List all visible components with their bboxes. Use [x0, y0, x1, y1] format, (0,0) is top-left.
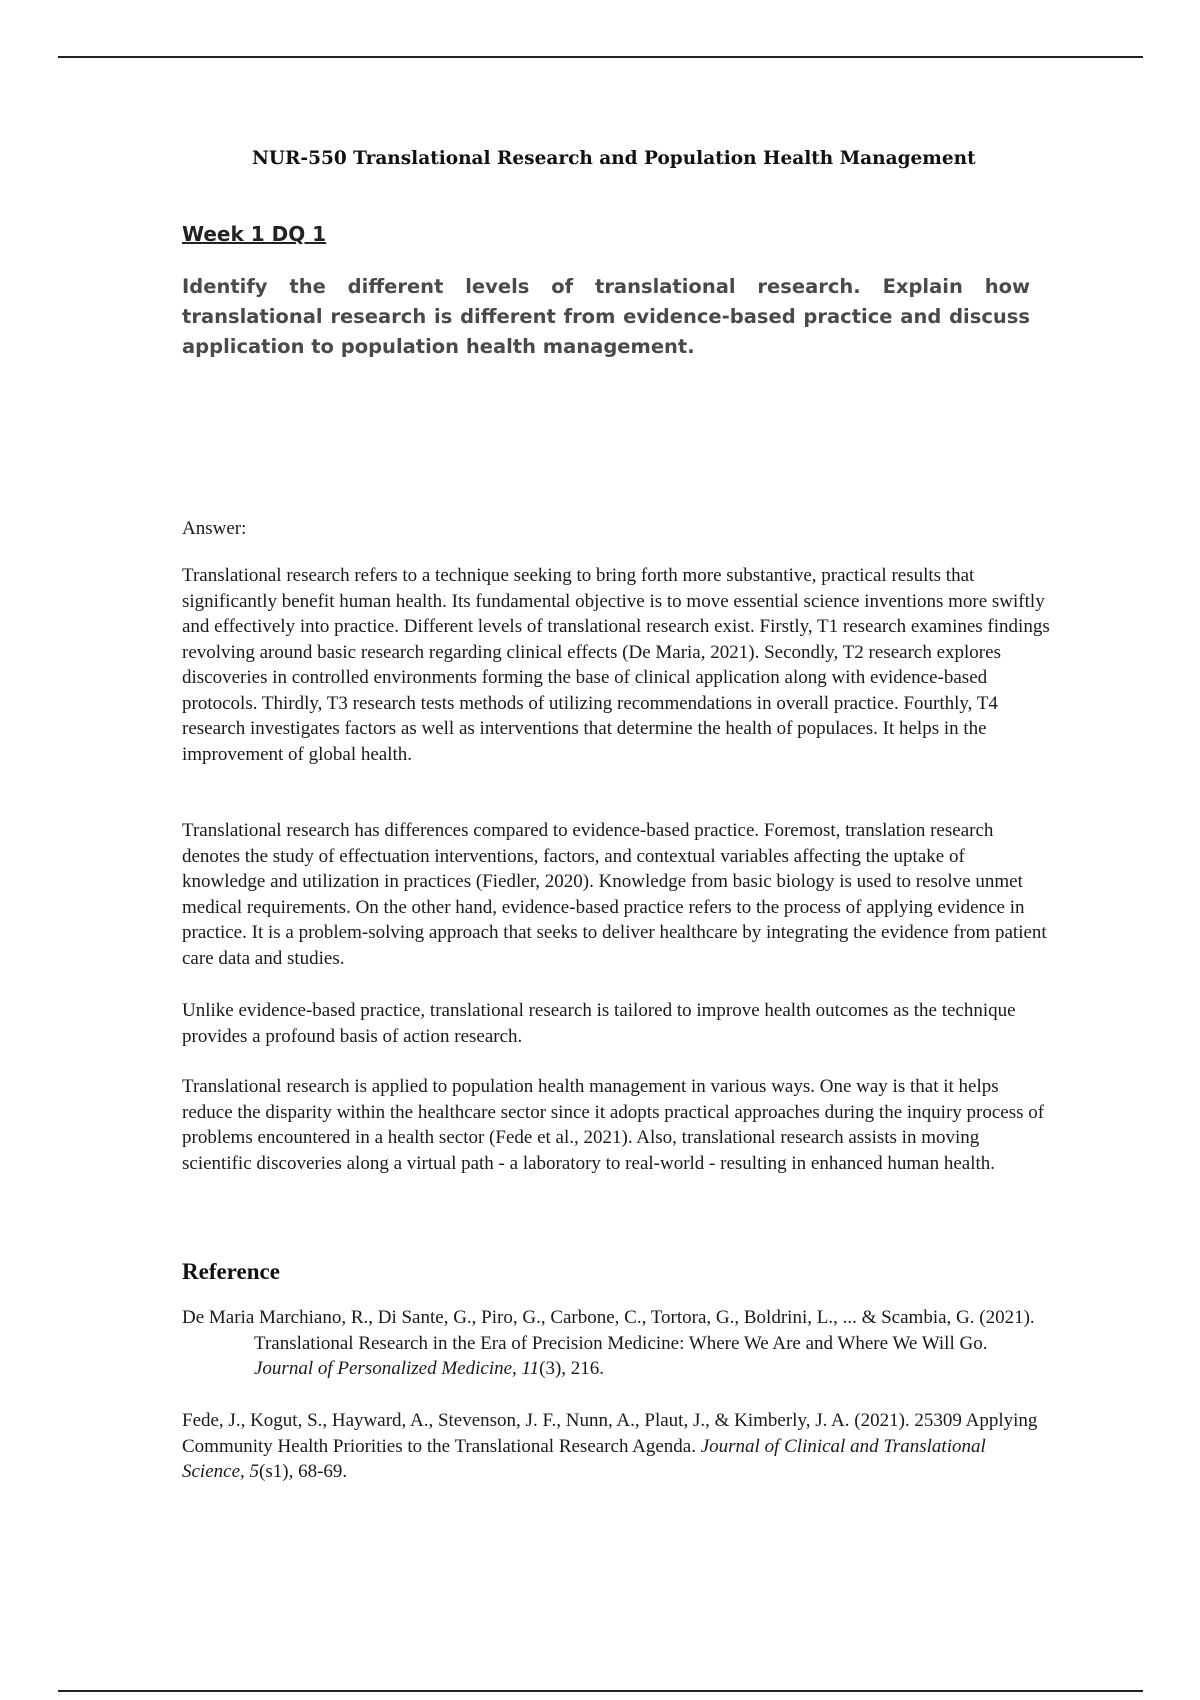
answer-label: Answer: — [182, 518, 247, 539]
reference-issue-pages: (3), 216. — [539, 1358, 605, 1379]
reference-journal: Journal of Clinical and Translational Science — [182, 1435, 986, 1482]
week-label: Week 1 DQ 1 — [182, 222, 327, 246]
reference-journal: Journal of Personalized Medicine — [254, 1358, 513, 1379]
reference-text: De Maria Marchiano, R., Di Sante, G., Piro, G., Carbone, C., Tortora, G., Boldrini, L., ... & Scambia, G. (2021). Translational Research in the Era of Precision Medicine: Where We Are and Where We Will Go. — [182, 1307, 1035, 1354]
document-title: NUR-550 Translational Research and Population Health Management — [252, 148, 976, 169]
reference-entry — [182, 1305, 1050, 1382]
reference-volume: 5 — [249, 1461, 260, 1482]
footer-rule — [58, 1690, 1143, 1692]
answer-paragraph-application: Translational research is applied to population health management in various ways. One way is that it helps reduce the disparity within the healthcare sector since it adopts practical approaches during the inquiry process of problems encountered in a health sector (Fede et al., 2021). Also, translational research assists in moving scientific discoveries along a virtual path - a laboratory to real-world - resulting in enhanced human health. — [182, 1076, 1045, 1174]
discussion-question: Identify the different levels of translational research. Explain how translational research is different from evidence-based practice and discuss application to population health management. — [182, 275, 1030, 358]
reference-volume: 11 — [521, 1358, 540, 1379]
reference-heading: Reference — [182, 1259, 280, 1284]
header-rule — [58, 56, 1143, 58]
answer-paragraph-differences: Translational research has differences compared to evidence-based practice. Foremost, translation research denotes the study of effectuation interventions, factors, and contextual variables affecting the uptake of knowledge and utilization in practices (Fiedler, 2020). Knowledge from basic biology is used to resolve unmet medical requirements. On the other hand, evidence-based practice refers to the process of applying evidence in practice. It is a problem-solving approach that seeks to deliver healthcare by integrating the evidence from patient care data and studies. — [182, 820, 1047, 969]
reference-separator: , — [512, 1358, 522, 1379]
reference-separator: , — [240, 1461, 250, 1482]
reference-issue-pages: (s1), 68-69. — [259, 1461, 348, 1482]
reference-text: Fede, J., Kogut, S., Hayward, A., Stevenson, J. F., Nunn, A., Plaut, J., & Kimberly, J. A. (2021). 25309 Applying Community Health Priorities to the Translational Research Agenda. — [182, 1410, 1038, 1457]
answer-paragraph-unlike: Unlike evidence-based practice, translational research is tailored to improve health outcomes as the technique provides a profound basis of action research. — [182, 1000, 1016, 1047]
reference-entry — [182, 1408, 1050, 1485]
answer-paragraph-levels: Translational research refers to a technique seeking to bring forth more substantive, practical results that significantly benefit human health. Its fundamental objective is to move essential science inventions more swiftly and effectively into practice. Different levels of translational research exist. Firstly, T1 research examines findings revolving around basic research regarding clinical effects (De Maria, 2021). Secondly, T2 research explores discoveries in controlled environments forming the base of clinical application along with evidence-based protocols. Thirdly, T3 research tests methods of utilizing recommendations in overall practice. Fourthly, T4 research investigates factors as well as interventions that determine the health of populaces. It helps in the improvement of global health. — [182, 565, 1050, 765]
